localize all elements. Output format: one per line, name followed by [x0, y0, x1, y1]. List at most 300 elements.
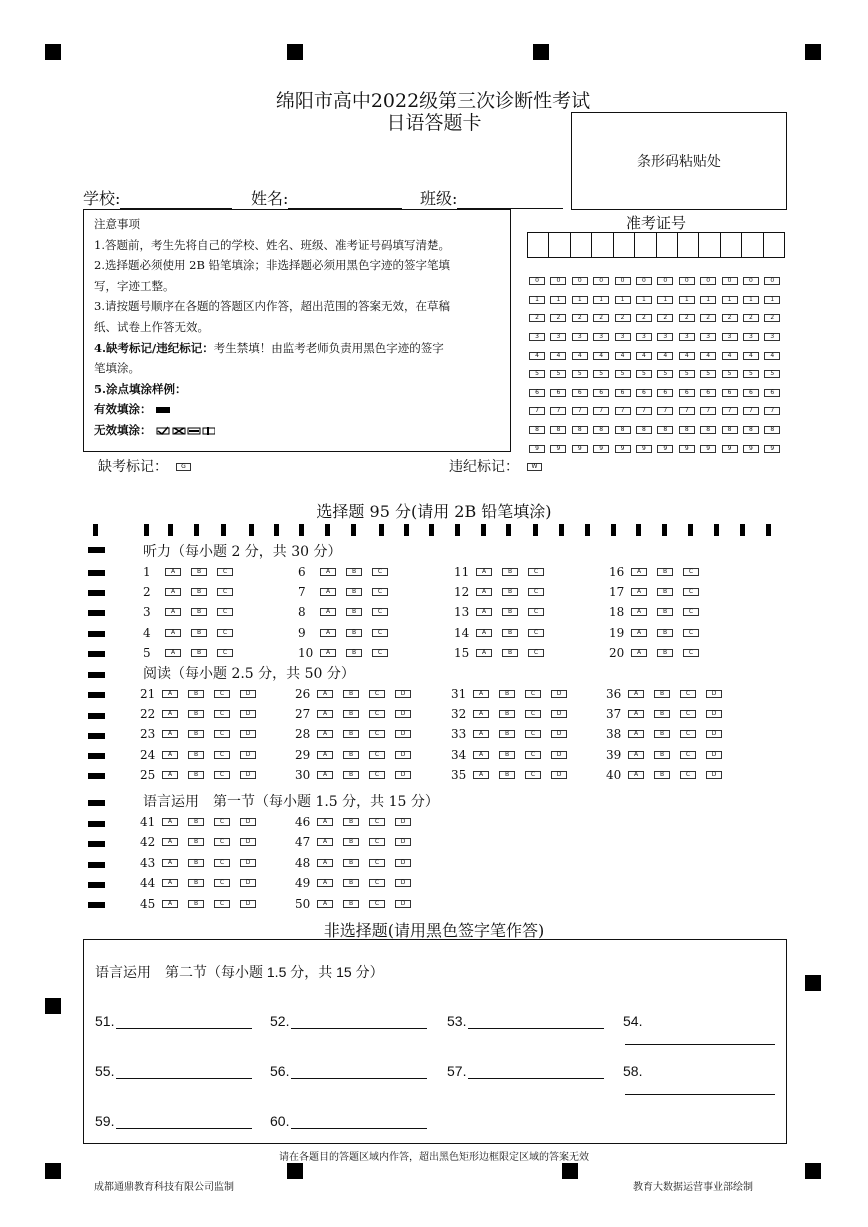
option-bubble[interactable]: D	[706, 751, 722, 759]
option-bubble[interactable]: C	[528, 608, 544, 616]
answer-line[interactable]	[468, 1015, 604, 1029]
fill-answer[interactable]	[95, 1013, 252, 1029]
digit-bubble[interactable]: 7	[679, 407, 695, 415]
option-bubble[interactable]: D	[240, 879, 256, 887]
option-bubble[interactable]: B	[657, 649, 673, 657]
option-bubble[interactable]: D	[395, 690, 411, 698]
digit-bubble[interactable]: 0	[700, 277, 716, 285]
digit-bubble[interactable]: 2	[679, 314, 695, 322]
digit-bubble[interactable]: 2	[529, 314, 545, 322]
option-bubble[interactable]: B	[343, 751, 359, 759]
digit-bubble[interactable]: 6	[529, 389, 545, 397]
option-bubble[interactable]: B	[346, 649, 362, 657]
digit-bubble[interactable]: 6	[550, 389, 566, 397]
digit-bubble[interactable]: 0	[679, 277, 695, 285]
option-bubble[interactable]: D	[240, 690, 256, 698]
digit-bubble[interactable]: 0	[593, 277, 609, 285]
option-bubble[interactable]: A	[473, 730, 489, 738]
option-bubble[interactable]: A	[631, 608, 647, 616]
option-bubble[interactable]: C	[528, 588, 544, 596]
option-bubble[interactable]: A	[162, 859, 178, 867]
digit-bubble[interactable]: 0	[615, 277, 631, 285]
digit-bubble[interactable]: 5	[636, 370, 652, 378]
option-bubble[interactable]: D	[395, 710, 411, 718]
option-bubble[interactable]: D	[395, 730, 411, 738]
option-bubble[interactable]: A	[476, 649, 492, 657]
option-bubble[interactable]: A	[165, 568, 181, 576]
digit-bubble[interactable]: 6	[679, 389, 695, 397]
digit-bubble[interactable]: 9	[529, 445, 545, 453]
digit-bubble[interactable]: 6	[743, 389, 759, 397]
digit-bubble[interactable]: 1	[550, 296, 566, 304]
option-bubble[interactable]: A	[162, 710, 178, 718]
digit-bubble[interactable]: 0	[722, 277, 738, 285]
option-bubble[interactable]: D	[240, 710, 256, 718]
option-bubble[interactable]: D	[240, 730, 256, 738]
name-field[interactable]	[251, 186, 402, 209]
option-bubble[interactable]: B	[502, 649, 518, 657]
option-bubble[interactable]: B	[654, 710, 670, 718]
option-bubble[interactable]: B	[343, 710, 359, 718]
option-bubble[interactable]: A	[162, 838, 178, 846]
fill-answer[interactable]	[447, 1013, 604, 1029]
option-bubble[interactable]: A	[317, 710, 333, 718]
option-bubble[interactable]: A	[628, 730, 644, 738]
option-bubble[interactable]: C	[528, 629, 544, 637]
option-bubble[interactable]: A	[317, 859, 333, 867]
digit-bubble[interactable]: 3	[615, 333, 631, 341]
digit-bubble[interactable]: 9	[593, 445, 609, 453]
option-bubble[interactable]: A	[162, 900, 178, 908]
option-bubble[interactable]: C	[680, 771, 696, 779]
digit-bubble[interactable]: 4	[679, 352, 695, 360]
option-bubble[interactable]: B	[346, 608, 362, 616]
digit-bubble[interactable]: 8	[550, 426, 566, 434]
option-bubble[interactable]: C	[680, 751, 696, 759]
digit-bubble[interactable]: 8	[764, 426, 780, 434]
option-bubble[interactable]: A	[320, 629, 336, 637]
option-bubble[interactable]: D	[551, 710, 567, 718]
digit-bubble[interactable]: 8	[636, 426, 652, 434]
digit-bubble[interactable]: 3	[679, 333, 695, 341]
option-bubble[interactable]: D	[706, 730, 722, 738]
option-bubble[interactable]: C	[683, 608, 699, 616]
option-bubble[interactable]: B	[191, 588, 207, 596]
option-bubble[interactable]: B	[188, 730, 204, 738]
answer-line[interactable]	[625, 1031, 775, 1045]
digit-bubble[interactable]: 3	[593, 333, 609, 341]
option-bubble[interactable]: B	[346, 568, 362, 576]
option-bubble[interactable]: B	[343, 879, 359, 887]
digit-bubble[interactable]: 4	[636, 352, 652, 360]
digit-bubble[interactable]: 2	[572, 314, 588, 322]
answer-line[interactable]	[291, 1065, 427, 1079]
option-bubble[interactable]: B	[343, 690, 359, 698]
digit-bubble[interactable]: 4	[572, 352, 588, 360]
option-bubble[interactable]: C	[214, 879, 230, 887]
digit-bubble[interactable]: 1	[593, 296, 609, 304]
digit-bubble[interactable]: 9	[764, 445, 780, 453]
option-bubble[interactable]: C	[525, 771, 541, 779]
option-bubble[interactable]: C	[525, 690, 541, 698]
answer-line[interactable]	[116, 1015, 252, 1029]
option-bubble[interactable]: A	[320, 568, 336, 576]
digit-bubble[interactable]: 1	[636, 296, 652, 304]
digit-bubble[interactable]: 2	[657, 314, 673, 322]
digit-bubble[interactable]: 4	[593, 352, 609, 360]
option-bubble[interactable]: C	[369, 900, 385, 908]
digit-bubble[interactable]: 1	[615, 296, 631, 304]
digit-bubble[interactable]: 0	[636, 277, 652, 285]
option-bubble[interactable]: A	[628, 751, 644, 759]
digit-bubble[interactable]: 8	[593, 426, 609, 434]
answer-line[interactable]	[291, 1015, 427, 1029]
violation-box[interactable]: W	[527, 463, 542, 471]
option-bubble[interactable]: D	[395, 859, 411, 867]
option-bubble[interactable]: A	[162, 771, 178, 779]
option-bubble[interactable]: C	[214, 730, 230, 738]
digit-bubble[interactable]: 5	[572, 370, 588, 378]
option-bubble[interactable]: C	[525, 751, 541, 759]
option-bubble[interactable]: B	[343, 859, 359, 867]
option-bubble[interactable]: C	[214, 690, 230, 698]
option-bubble[interactable]: A	[165, 588, 181, 596]
option-bubble[interactable]: C	[369, 838, 385, 846]
digit-bubble[interactable]: 3	[722, 333, 738, 341]
option-bubble[interactable]: C	[369, 818, 385, 826]
option-bubble[interactable]: C	[214, 838, 230, 846]
option-bubble[interactable]: B	[343, 838, 359, 846]
option-bubble[interactable]: B	[188, 751, 204, 759]
option-bubble[interactable]: C	[369, 771, 385, 779]
digit-bubble[interactable]: 5	[529, 370, 545, 378]
option-bubble[interactable]: D	[395, 818, 411, 826]
option-bubble[interactable]: B	[499, 730, 515, 738]
option-bubble[interactable]: B	[499, 690, 515, 698]
exam-id-bubble-grid[interactable]	[529, 272, 787, 458]
digit-bubble[interactable]: 2	[722, 314, 738, 322]
digit-bubble[interactable]: 5	[550, 370, 566, 378]
digit-bubble[interactable]: 7	[657, 407, 673, 415]
digit-bubble[interactable]: 9	[722, 445, 738, 453]
option-bubble[interactable]: D	[240, 771, 256, 779]
option-bubble[interactable]: C	[217, 629, 233, 637]
fill-answer[interactable]	[95, 1063, 252, 1079]
option-bubble[interactable]: D	[240, 751, 256, 759]
option-bubble[interactable]: C	[680, 690, 696, 698]
digit-bubble[interactable]: 2	[593, 314, 609, 322]
digit-bubble[interactable]: 5	[679, 370, 695, 378]
digit-bubble[interactable]: 1	[700, 296, 716, 304]
digit-bubble[interactable]: 2	[764, 314, 780, 322]
digit-bubble[interactable]: 5	[743, 370, 759, 378]
option-bubble[interactable]: A	[317, 818, 333, 826]
option-bubble[interactable]: B	[657, 629, 673, 637]
digit-bubble[interactable]: 6	[722, 389, 738, 397]
option-bubble[interactable]: A	[317, 838, 333, 846]
digit-bubble[interactable]: 6	[657, 389, 673, 397]
option-bubble[interactable]: D	[240, 838, 256, 846]
option-bubble[interactable]: A	[631, 568, 647, 576]
option-bubble[interactable]: A	[162, 690, 178, 698]
option-bubble[interactable]: A	[628, 771, 644, 779]
option-bubble[interactable]: B	[191, 608, 207, 616]
digit-bubble[interactable]: 7	[636, 407, 652, 415]
option-bubble[interactable]: D	[395, 751, 411, 759]
digit-bubble[interactable]: 3	[550, 333, 566, 341]
option-bubble[interactable]: C	[525, 730, 541, 738]
digit-bubble[interactable]: 9	[572, 445, 588, 453]
option-bubble[interactable]: C	[214, 771, 230, 779]
option-bubble[interactable]: A	[162, 818, 178, 826]
digit-bubble[interactable]: 4	[722, 352, 738, 360]
option-bubble[interactable]: C	[528, 649, 544, 657]
option-bubble[interactable]: A	[476, 588, 492, 596]
option-bubble[interactable]: A	[320, 608, 336, 616]
option-bubble[interactable]: C	[369, 690, 385, 698]
digit-bubble[interactable]: 8	[700, 426, 716, 434]
digit-bubble[interactable]: 7	[764, 407, 780, 415]
option-bubble[interactable]: A	[165, 608, 181, 616]
digit-bubble[interactable]: 6	[636, 389, 652, 397]
digit-bubble[interactable]: 7	[700, 407, 716, 415]
option-bubble[interactable]: A	[317, 771, 333, 779]
option-bubble[interactable]: B	[346, 588, 362, 596]
option-bubble[interactable]: C	[680, 730, 696, 738]
digit-bubble[interactable]: 4	[529, 352, 545, 360]
option-bubble[interactable]: A	[317, 900, 333, 908]
digit-bubble[interactable]: 7	[529, 407, 545, 415]
digit-bubble[interactable]: 8	[679, 426, 695, 434]
option-bubble[interactable]: D	[395, 771, 411, 779]
option-bubble[interactable]: C	[214, 818, 230, 826]
option-bubble[interactable]: A	[320, 649, 336, 657]
fill-answer[interactable]	[623, 1063, 786, 1095]
fill-answer[interactable]	[270, 1113, 427, 1129]
option-bubble[interactable]: C	[372, 649, 388, 657]
digit-bubble[interactable]: 8	[743, 426, 759, 434]
digit-bubble[interactable]: 9	[657, 445, 673, 453]
option-bubble[interactable]: C	[369, 879, 385, 887]
option-bubble[interactable]: B	[188, 690, 204, 698]
option-bubble[interactable]: A	[631, 649, 647, 657]
digit-bubble[interactable]: 5	[593, 370, 609, 378]
digit-bubble[interactable]: 0	[572, 277, 588, 285]
option-bubble[interactable]: D	[240, 859, 256, 867]
digit-bubble[interactable]: 2	[636, 314, 652, 322]
digit-bubble[interactable]: 9	[636, 445, 652, 453]
option-bubble[interactable]: D	[551, 730, 567, 738]
school-line[interactable]	[120, 193, 232, 209]
option-bubble[interactable]: A	[165, 629, 181, 637]
option-bubble[interactable]: D	[395, 879, 411, 887]
digit-bubble[interactable]: 5	[722, 370, 738, 378]
option-bubble[interactable]: A	[628, 690, 644, 698]
digit-bubble[interactable]: 0	[764, 277, 780, 285]
option-bubble[interactable]: C	[214, 859, 230, 867]
option-bubble[interactable]: D	[551, 771, 567, 779]
option-bubble[interactable]: B	[343, 818, 359, 826]
digit-bubble[interactable]: 1	[529, 296, 545, 304]
fill-answer[interactable]	[623, 1013, 786, 1045]
option-bubble[interactable]: A	[317, 751, 333, 759]
digit-bubble[interactable]: 6	[700, 389, 716, 397]
digit-bubble[interactable]: 2	[550, 314, 566, 322]
option-bubble[interactable]: C	[525, 710, 541, 718]
option-bubble[interactable]: C	[369, 859, 385, 867]
digit-bubble[interactable]: 5	[700, 370, 716, 378]
option-bubble[interactable]: B	[502, 608, 518, 616]
digit-bubble[interactable]: 3	[657, 333, 673, 341]
digit-bubble[interactable]: 8	[615, 426, 631, 434]
option-bubble[interactable]: D	[551, 690, 567, 698]
option-bubble[interactable]: C	[369, 730, 385, 738]
fill-answer[interactable]	[95, 1113, 252, 1129]
option-bubble[interactable]: D	[395, 838, 411, 846]
option-bubble[interactable]: A	[317, 879, 333, 887]
answer-line[interactable]	[468, 1065, 604, 1079]
digit-bubble[interactable]: 7	[722, 407, 738, 415]
digit-bubble[interactable]: 2	[615, 314, 631, 322]
option-bubble[interactable]: B	[657, 608, 673, 616]
answer-line[interactable]	[116, 1065, 252, 1079]
digit-bubble[interactable]: 9	[615, 445, 631, 453]
option-bubble[interactable]: A	[473, 690, 489, 698]
exam-id-boxes[interactable]	[527, 232, 785, 258]
absent-box[interactable]: G	[176, 463, 191, 471]
option-bubble[interactable]: C	[217, 649, 233, 657]
option-bubble[interactable]: C	[683, 588, 699, 596]
digit-bubble[interactable]: 5	[615, 370, 631, 378]
digit-bubble[interactable]: 2	[700, 314, 716, 322]
option-bubble[interactable]: C	[683, 568, 699, 576]
option-bubble[interactable]: C	[683, 649, 699, 657]
digit-bubble[interactable]: 1	[572, 296, 588, 304]
option-bubble[interactable]: A	[631, 629, 647, 637]
option-bubble[interactable]: C	[528, 568, 544, 576]
option-bubble[interactable]: D	[240, 818, 256, 826]
option-bubble[interactable]: A	[473, 751, 489, 759]
digit-bubble[interactable]: 1	[657, 296, 673, 304]
digit-bubble[interactable]: 3	[743, 333, 759, 341]
class-field[interactable]	[420, 186, 563, 209]
option-bubble[interactable]: B	[654, 730, 670, 738]
option-bubble[interactable]: C	[369, 710, 385, 718]
digit-bubble[interactable]: 9	[679, 445, 695, 453]
option-bubble[interactable]: D	[706, 771, 722, 779]
option-bubble[interactable]: B	[499, 771, 515, 779]
option-bubble[interactable]: A	[631, 588, 647, 596]
class-line[interactable]	[457, 193, 563, 209]
option-bubble[interactable]: C	[214, 900, 230, 908]
option-bubble[interactable]: C	[217, 568, 233, 576]
name-line[interactable]	[288, 193, 402, 209]
option-bubble[interactable]: B	[654, 751, 670, 759]
option-bubble[interactable]: B	[188, 710, 204, 718]
option-bubble[interactable]: B	[657, 568, 673, 576]
option-bubble[interactable]: C	[372, 588, 388, 596]
answer-line[interactable]	[625, 1081, 775, 1095]
option-bubble[interactable]: C	[372, 608, 388, 616]
digit-bubble[interactable]: 5	[657, 370, 673, 378]
fill-answer[interactable]	[270, 1013, 427, 1029]
digit-bubble[interactable]: 0	[550, 277, 566, 285]
option-bubble[interactable]: B	[191, 568, 207, 576]
digit-bubble[interactable]: 0	[743, 277, 759, 285]
fill-answer[interactable]	[270, 1063, 427, 1079]
digit-bubble[interactable]: 2	[743, 314, 759, 322]
option-bubble[interactable]: B	[654, 771, 670, 779]
option-bubble[interactable]: B	[188, 900, 204, 908]
option-bubble[interactable]: C	[214, 710, 230, 718]
digit-bubble[interactable]: 9	[550, 445, 566, 453]
digit-bubble[interactable]: 9	[700, 445, 716, 453]
digit-bubble[interactable]: 6	[615, 389, 631, 397]
digit-bubble[interactable]: 9	[743, 445, 759, 453]
option-bubble[interactable]: D	[706, 690, 722, 698]
digit-bubble[interactable]: 6	[764, 389, 780, 397]
digit-bubble[interactable]: 3	[636, 333, 652, 341]
digit-bubble[interactable]: 4	[700, 352, 716, 360]
option-bubble[interactable]: A	[162, 730, 178, 738]
digit-bubble[interactable]: 3	[529, 333, 545, 341]
option-bubble[interactable]: B	[654, 690, 670, 698]
option-bubble[interactable]: A	[628, 710, 644, 718]
option-bubble[interactable]: D	[395, 900, 411, 908]
option-bubble[interactable]: B	[188, 879, 204, 887]
option-bubble[interactable]: D	[551, 751, 567, 759]
option-bubble[interactable]: B	[343, 900, 359, 908]
digit-bubble[interactable]: 1	[679, 296, 695, 304]
digit-bubble[interactable]: 6	[572, 389, 588, 397]
digit-bubble[interactable]: 0	[529, 277, 545, 285]
option-bubble[interactable]: A	[476, 629, 492, 637]
option-bubble[interactable]: A	[476, 568, 492, 576]
option-bubble[interactable]: C	[369, 751, 385, 759]
option-bubble[interactable]: A	[317, 690, 333, 698]
digit-bubble[interactable]: 7	[743, 407, 759, 415]
option-bubble[interactable]: B	[188, 859, 204, 867]
option-bubble[interactable]: B	[502, 629, 518, 637]
option-bubble[interactable]: A	[162, 879, 178, 887]
digit-bubble[interactable]: 7	[550, 407, 566, 415]
option-bubble[interactable]: C	[372, 629, 388, 637]
option-bubble[interactable]: A	[473, 710, 489, 718]
digit-bubble[interactable]: 0	[657, 277, 673, 285]
school-field[interactable]	[83, 186, 232, 209]
option-bubble[interactable]: A	[473, 771, 489, 779]
option-bubble[interactable]: A	[162, 751, 178, 759]
answer-line[interactable]	[116, 1115, 252, 1129]
digit-bubble[interactable]: 4	[615, 352, 631, 360]
option-bubble[interactable]: B	[346, 629, 362, 637]
option-bubble[interactable]: B	[343, 771, 359, 779]
digit-bubble[interactable]: 7	[572, 407, 588, 415]
option-bubble[interactable]: C	[683, 629, 699, 637]
option-bubble[interactable]: B	[191, 649, 207, 657]
option-bubble[interactable]: A	[165, 649, 181, 657]
option-bubble[interactable]: B	[502, 588, 518, 596]
option-bubble[interactable]: A	[476, 608, 492, 616]
option-bubble[interactable]: A	[320, 588, 336, 596]
option-bubble[interactable]: B	[191, 629, 207, 637]
digit-bubble[interactable]: 3	[572, 333, 588, 341]
digit-bubble[interactable]: 6	[593, 389, 609, 397]
option-bubble[interactable]: B	[188, 818, 204, 826]
option-bubble[interactable]: B	[343, 730, 359, 738]
option-bubble[interactable]: B	[657, 588, 673, 596]
digit-bubble[interactable]: 8	[657, 426, 673, 434]
